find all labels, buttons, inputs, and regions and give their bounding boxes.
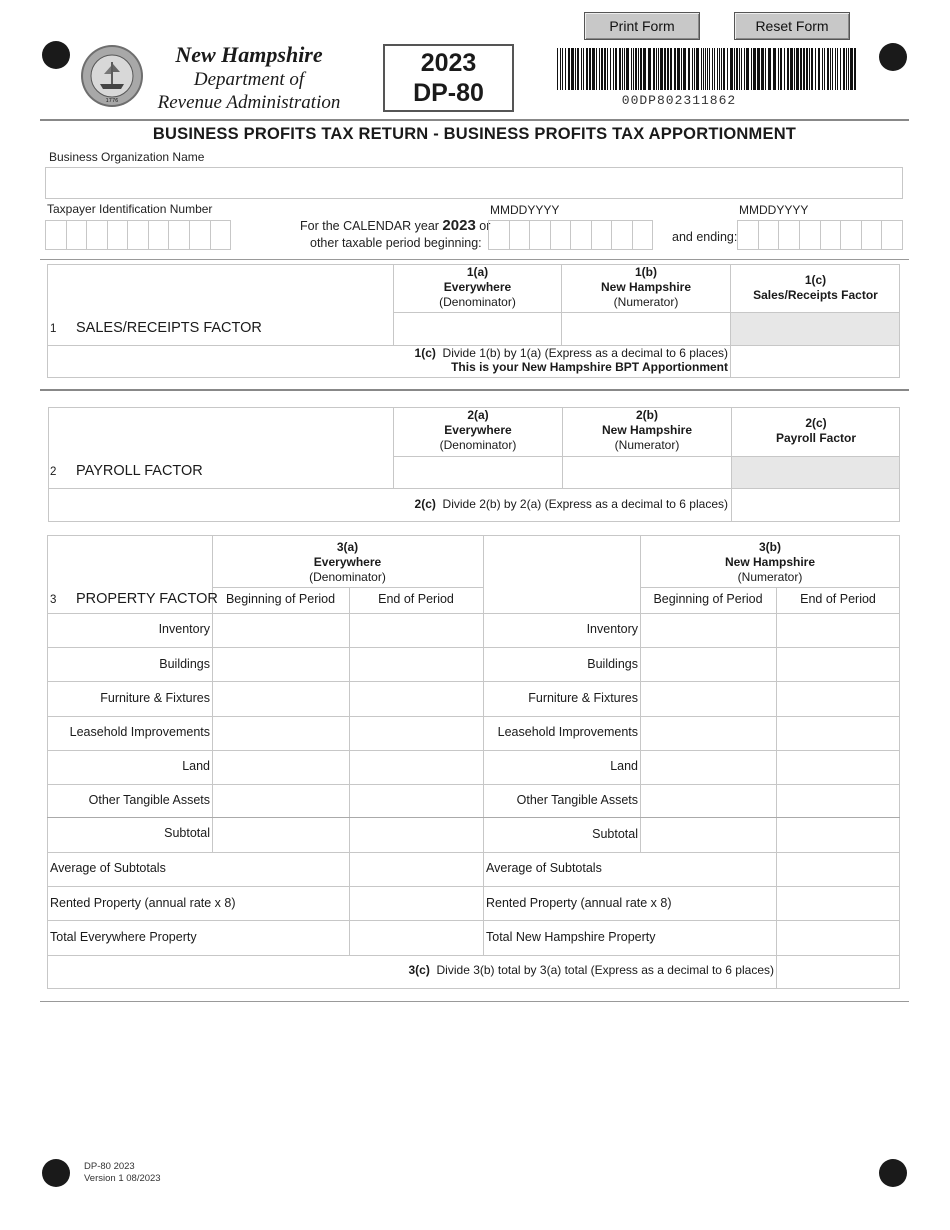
barcode-bar (626, 48, 629, 90)
nh-rented-label: Rented Property (annual rate x 8) (486, 896, 672, 910)
col-title: Sales/Receipts Factor (753, 288, 878, 302)
barcode-bar (703, 48, 704, 90)
line-text: SALES/RECEIPTS FACTOR (76, 320, 262, 336)
payroll-factor-input[interactable] (732, 489, 899, 521)
barcode-bar (739, 48, 740, 90)
barcode-bar (719, 48, 720, 90)
barcode-bar (586, 48, 588, 90)
barcode-bar (596, 48, 597, 90)
everywhere-beginning-input[interactable] (213, 682, 349, 716)
sales-factor-shaded-cell (731, 313, 899, 345)
nh-beginning-input[interactable] (641, 648, 776, 681)
barcode-bar (656, 48, 657, 90)
barcode-bar (714, 48, 715, 90)
payroll-col-b-header (563, 408, 731, 453)
barcode-bar (589, 48, 591, 90)
col-sub: (Numerator) (613, 295, 679, 309)
barcode-bar (818, 48, 820, 90)
everywhere-row-leasehold: Leasehold Improvements (69, 725, 210, 739)
col-code: 3(a) (336, 540, 359, 554)
col-code: 3(b) (759, 540, 781, 554)
barcode-bar (660, 48, 663, 90)
instr-code: 2(c) (414, 497, 436, 511)
barcode-bar (768, 48, 771, 90)
sales-apportionment-input[interactable] (731, 346, 899, 377)
barcode-bar (599, 48, 600, 90)
tin-input[interactable] (45, 220, 231, 250)
barcode-bar (751, 48, 752, 90)
nh-average-input[interactable] (777, 853, 899, 885)
seal-year-text: 1776 (105, 98, 119, 104)
footer-version: Version 1 08/2023 (84, 1173, 161, 1184)
everywhere-ending-input[interactable] (350, 614, 483, 647)
everywhere-beginning-input[interactable] (213, 648, 349, 681)
nh-row-inventory: Inventory (586, 622, 638, 636)
barcode-bar (694, 48, 695, 90)
line-number: 3 (50, 594, 57, 606)
col-title: Payroll Factor (775, 431, 857, 445)
col-title: New Hampshire (724, 555, 816, 569)
property-col-a-header (212, 540, 483, 585)
col-code: 1(b) (635, 265, 657, 279)
barcode-bar (712, 48, 713, 90)
everywhere-ending-input[interactable] (350, 818, 483, 851)
barcode-bar (832, 48, 833, 90)
everywhere-beginning-input[interactable] (213, 818, 349, 851)
barcode-bar (800, 48, 802, 90)
nh-beginning-header: Beginning of Period (653, 592, 763, 606)
line-number: 1 (50, 323, 57, 335)
barcode-bar (583, 48, 584, 90)
col-title: New Hampshire (601, 423, 693, 437)
section-1-rule (40, 259, 909, 260)
period-begin-input[interactable] (488, 220, 653, 250)
nh-ending-header: End of Period (800, 592, 876, 606)
begin-date-format: MMDDYYYY (490, 203, 560, 217)
barcode-bar (683, 48, 686, 90)
nh-beginning-input[interactable] (641, 751, 776, 784)
nh-ending-input[interactable] (777, 818, 899, 851)
registration-mark-bottom-left (42, 1159, 70, 1187)
everywhere-rented-input[interactable] (350, 887, 483, 919)
col-sub: (Denominator) (439, 295, 516, 309)
col-title: Everywhere (313, 555, 382, 569)
barcode-bar (854, 48, 856, 90)
barcode-bar (744, 48, 745, 90)
barcode-bar (648, 48, 651, 90)
nh-ending-input[interactable] (777, 751, 899, 784)
nh-row-buildings: Buildings (587, 657, 638, 671)
col-code: 2(a) (467, 408, 489, 422)
end-date-format: MMDDYYYY (739, 203, 809, 217)
nh-row-other-tangible: Other Tangible Assets (516, 793, 638, 807)
everywhere-row-subtotal: Subtotal (164, 826, 210, 840)
barcode-bar (565, 48, 566, 90)
everywhere-ending-input[interactable] (350, 682, 483, 716)
barcode-bar (741, 48, 742, 90)
total-everywhere-input[interactable] (350, 921, 483, 954)
barcode-bar (765, 48, 766, 90)
calendar-year-line (300, 217, 490, 234)
barcode-bar (557, 48, 558, 90)
instr-code: 1(c) (414, 346, 436, 360)
form-year: 2023 (420, 49, 477, 77)
divider (212, 587, 483, 588)
sales-col-a-header (394, 265, 561, 310)
payroll-factor-shaded-cell (732, 457, 899, 488)
barcode-bar (681, 48, 682, 90)
barcode-bar (796, 48, 799, 90)
everywhere-beginning-header: Beginning of Period (225, 592, 336, 606)
barcode-bar (824, 48, 825, 90)
header-rule (40, 119, 909, 121)
barcode-bar (837, 48, 838, 90)
col-code: 2(c) (805, 416, 827, 430)
barcode-bar (835, 48, 836, 90)
registration-mark-top-right (879, 43, 907, 71)
everywhere-beginning-input[interactable] (213, 614, 349, 647)
reset-form-button[interactable]: Reset Form (734, 12, 850, 40)
instr-bold: This is your New Hampshire BPT Apportionment (451, 360, 728, 374)
instr-text: Divide 1(b) by 1(a) (Express as a decimal to 6 places) (442, 346, 728, 360)
instr-code: 3(c) (408, 963, 430, 977)
barcode-bar (846, 48, 847, 90)
barcode-bar (753, 48, 756, 90)
barcode-bar (581, 48, 582, 90)
property-factor-input[interactable] (777, 956, 899, 988)
sales-line-label (50, 320, 262, 336)
barcode-bar (692, 48, 693, 90)
barcode-bar (677, 48, 680, 90)
nh-beginning-input[interactable] (641, 614, 776, 647)
barcode-bar (604, 48, 606, 90)
col-sub: (Denominator) (309, 570, 386, 584)
barcode-bar (761, 48, 764, 90)
barcode-bar (727, 48, 728, 90)
registration-mark-top-left (42, 41, 70, 69)
everywhere-average-label: Average of Subtotals (50, 861, 166, 875)
barcode-bar (631, 48, 632, 90)
nh-beginning-input[interactable] (641, 785, 776, 817)
line-text: PROPERTY FACTOR (76, 591, 218, 607)
everywhere-rented-label: Rented Property (annual rate x 8) (50, 896, 236, 910)
nh-row-leasehold: Leasehold Improvements (497, 725, 638, 739)
calendar-suffix: or (479, 219, 491, 233)
payroll-nh-input[interactable] (563, 457, 731, 488)
sales-col-b-header (562, 265, 730, 310)
payroll-line-label (50, 463, 203, 479)
nh-average-label: Average of Subtotals (486, 861, 602, 875)
nh-ending-input[interactable] (777, 785, 899, 817)
barcode-bar (736, 48, 738, 90)
divider (483, 535, 484, 955)
print-form-button[interactable]: Print Form (584, 12, 700, 40)
everywhere-beginning-input[interactable] (213, 751, 349, 784)
col-sub: (Numerator) (614, 438, 680, 452)
barcode-bar (613, 48, 614, 90)
col-code: 2(b) (636, 408, 658, 422)
everywhere-row-furniture: Furniture & Fixtures (100, 691, 210, 705)
barcode-bar (709, 48, 710, 90)
everywhere-ending-input[interactable] (350, 717, 483, 750)
barcode-bar (730, 48, 733, 90)
property-instructions (300, 963, 774, 977)
registration-mark-bottom-right (879, 1159, 907, 1187)
everywhere-ending-input[interactable] (350, 785, 483, 817)
payroll-col-a-header (394, 408, 562, 453)
barcode (557, 48, 858, 90)
barcode-bar (822, 48, 823, 90)
sales-nh-input[interactable] (562, 313, 730, 345)
divider (47, 955, 900, 956)
barcode-bar (840, 48, 841, 90)
barcode-bar (575, 48, 576, 90)
everywhere-row-buildings: Buildings (159, 657, 210, 671)
barcode-bar (568, 48, 570, 90)
instr-text: Divide 2(b) by 2(a) (Express as a decimal to 6 places) (442, 497, 728, 511)
barcode-bar (746, 48, 749, 90)
barcode-bar (622, 48, 623, 90)
barcode-bar (707, 48, 708, 90)
everywhere-average-input[interactable] (350, 853, 483, 885)
everywhere-ending-header: End of Period (378, 592, 454, 606)
payroll-everywhere-input[interactable] (394, 457, 562, 488)
barcode-bar (784, 48, 785, 90)
barcode-bar (562, 48, 563, 90)
col-title: New Hampshire (600, 280, 692, 294)
sales-col-c-header (731, 273, 900, 303)
barcode-bar (787, 48, 789, 90)
barcode-bar (717, 48, 718, 90)
barcode-bar (658, 48, 659, 90)
barcode-bar (806, 48, 808, 90)
payroll-instructions (300, 497, 728, 511)
agency-line-1: New Hampshire (175, 42, 323, 67)
barcode-bar (848, 48, 849, 90)
everywhere-row-land: Land (182, 759, 210, 773)
agency-line-2: Department of (193, 69, 305, 90)
barcode-bar (610, 48, 611, 90)
barcode-number: 00DP802311862 (621, 93, 737, 108)
col-title: Everywhere (444, 423, 512, 437)
barcode-bar (619, 48, 621, 90)
everywhere-ending-input[interactable] (350, 751, 483, 784)
barcode-bar (560, 48, 561, 90)
divider (640, 587, 900, 588)
total-nh-label: Total New Hampshire Property (486, 930, 656, 944)
everywhere-beginning-input[interactable] (213, 717, 349, 750)
nh-beginning-input[interactable] (641, 818, 776, 851)
property-col-b-header (640, 540, 900, 585)
barcode-bar (607, 48, 608, 90)
barcode-bar (633, 48, 634, 90)
nh-ending-input[interactable] (777, 682, 899, 716)
form-id-box (383, 44, 514, 112)
barcode-bar (811, 48, 813, 90)
sales-instructions (300, 346, 728, 374)
agency-name (146, 42, 352, 114)
section-3-rule (40, 1001, 909, 1002)
nh-beginning-input[interactable] (641, 717, 776, 750)
period-beginning-label: other taxable period beginning: (310, 236, 482, 250)
form-number: DP-80 (413, 79, 484, 107)
property-line-label (50, 591, 218, 607)
col-code: 1(c) (804, 273, 827, 287)
nh-ending-input[interactable] (777, 648, 899, 681)
barcode-bar (688, 48, 690, 90)
barcode-bar (773, 48, 776, 90)
payroll-col-c-header (732, 416, 900, 446)
barcode-bar (723, 48, 725, 90)
calendar-prefix: For the CALENDAR year (300, 219, 439, 233)
org-name-input[interactable] (45, 167, 903, 199)
barcode-bar (601, 48, 603, 90)
barcode-bar (635, 48, 637, 90)
col-code: 1(a) (466, 265, 489, 279)
barcode-bar (830, 48, 831, 90)
barcode-bar (667, 48, 669, 90)
barcode-bar (664, 48, 666, 90)
page-title: BUSINESS PROFITS TAX RETURN - BUSINESS PROFITS TAX APPORTIONMENT (152, 125, 797, 143)
total-everywhere-label: Total Everywhere Property (50, 930, 197, 944)
everywhere-row-inventory: Inventory (158, 622, 210, 636)
barcode-bar (653, 48, 655, 90)
barcode-bar (850, 48, 853, 90)
everywhere-ending-input[interactable] (350, 648, 483, 681)
nh-row-furniture: Furniture & Fixtures (528, 691, 638, 705)
barcode-bar (571, 48, 574, 90)
agency-line-3: Revenue Administration (157, 92, 341, 113)
barcode-bar (696, 48, 699, 90)
barcode-bar (780, 48, 782, 90)
barcode-bar (734, 48, 735, 90)
nh-row-land: Land (610, 759, 638, 773)
state-seal-logo (80, 44, 144, 108)
calendar-year: 2023 (442, 217, 476, 234)
everywhere-beginning-input[interactable] (213, 785, 349, 817)
barcode-bar (790, 48, 793, 90)
barcode-bar (674, 48, 676, 90)
total-nh-input[interactable] (777, 921, 899, 954)
barcode-bar (803, 48, 805, 90)
ending-label: and ending: (672, 230, 738, 244)
line-number: 2 (50, 466, 57, 478)
everywhere-row-other-tangible: Other Tangible Assets (88, 793, 210, 807)
instr-text: Divide 3(b) total by 3(a) total (Express as a decimal to 6 places) (436, 963, 774, 977)
period-end-input[interactable] (737, 220, 903, 250)
org-name-label: Business Organization Name (49, 150, 205, 164)
barcode-bar (592, 48, 595, 90)
tin-label: Taxpayer Identification Number (47, 202, 213, 216)
barcode-bar (815, 48, 816, 90)
barcode-bar (778, 48, 779, 90)
nh-ending-input[interactable] (777, 614, 899, 647)
nh-rented-input[interactable] (777, 887, 899, 919)
barcode-bar (843, 48, 845, 90)
barcode-bar (721, 48, 722, 90)
barcode-bar (794, 48, 795, 90)
barcode-bar (640, 48, 642, 90)
barcode-bar (809, 48, 810, 90)
nh-row-subtotal: Subtotal (592, 827, 638, 841)
section-2-rule (40, 389, 909, 391)
col-title: Everywhere (443, 280, 512, 294)
nh-ending-input[interactable] (777, 717, 899, 750)
barcode-bar (638, 48, 639, 90)
col-sub: (Numerator) (737, 570, 803, 584)
sales-everywhere-input[interactable] (394, 313, 561, 345)
barcode-bar (757, 48, 760, 90)
line-text: PAYROLL FACTOR (76, 463, 203, 479)
nh-beginning-input[interactable] (641, 682, 776, 716)
barcode-bar (615, 48, 617, 90)
barcode-bar (670, 48, 672, 90)
barcode-bar (827, 48, 829, 90)
barcode-bar (577, 48, 579, 90)
barcode-bar (624, 48, 625, 90)
col-sub: (Denominator) (439, 438, 517, 452)
barcode-bar (701, 48, 702, 90)
barcode-bar (705, 48, 706, 90)
footer-form-id: DP-80 2023 (84, 1161, 135, 1172)
barcode-bar (643, 48, 646, 90)
